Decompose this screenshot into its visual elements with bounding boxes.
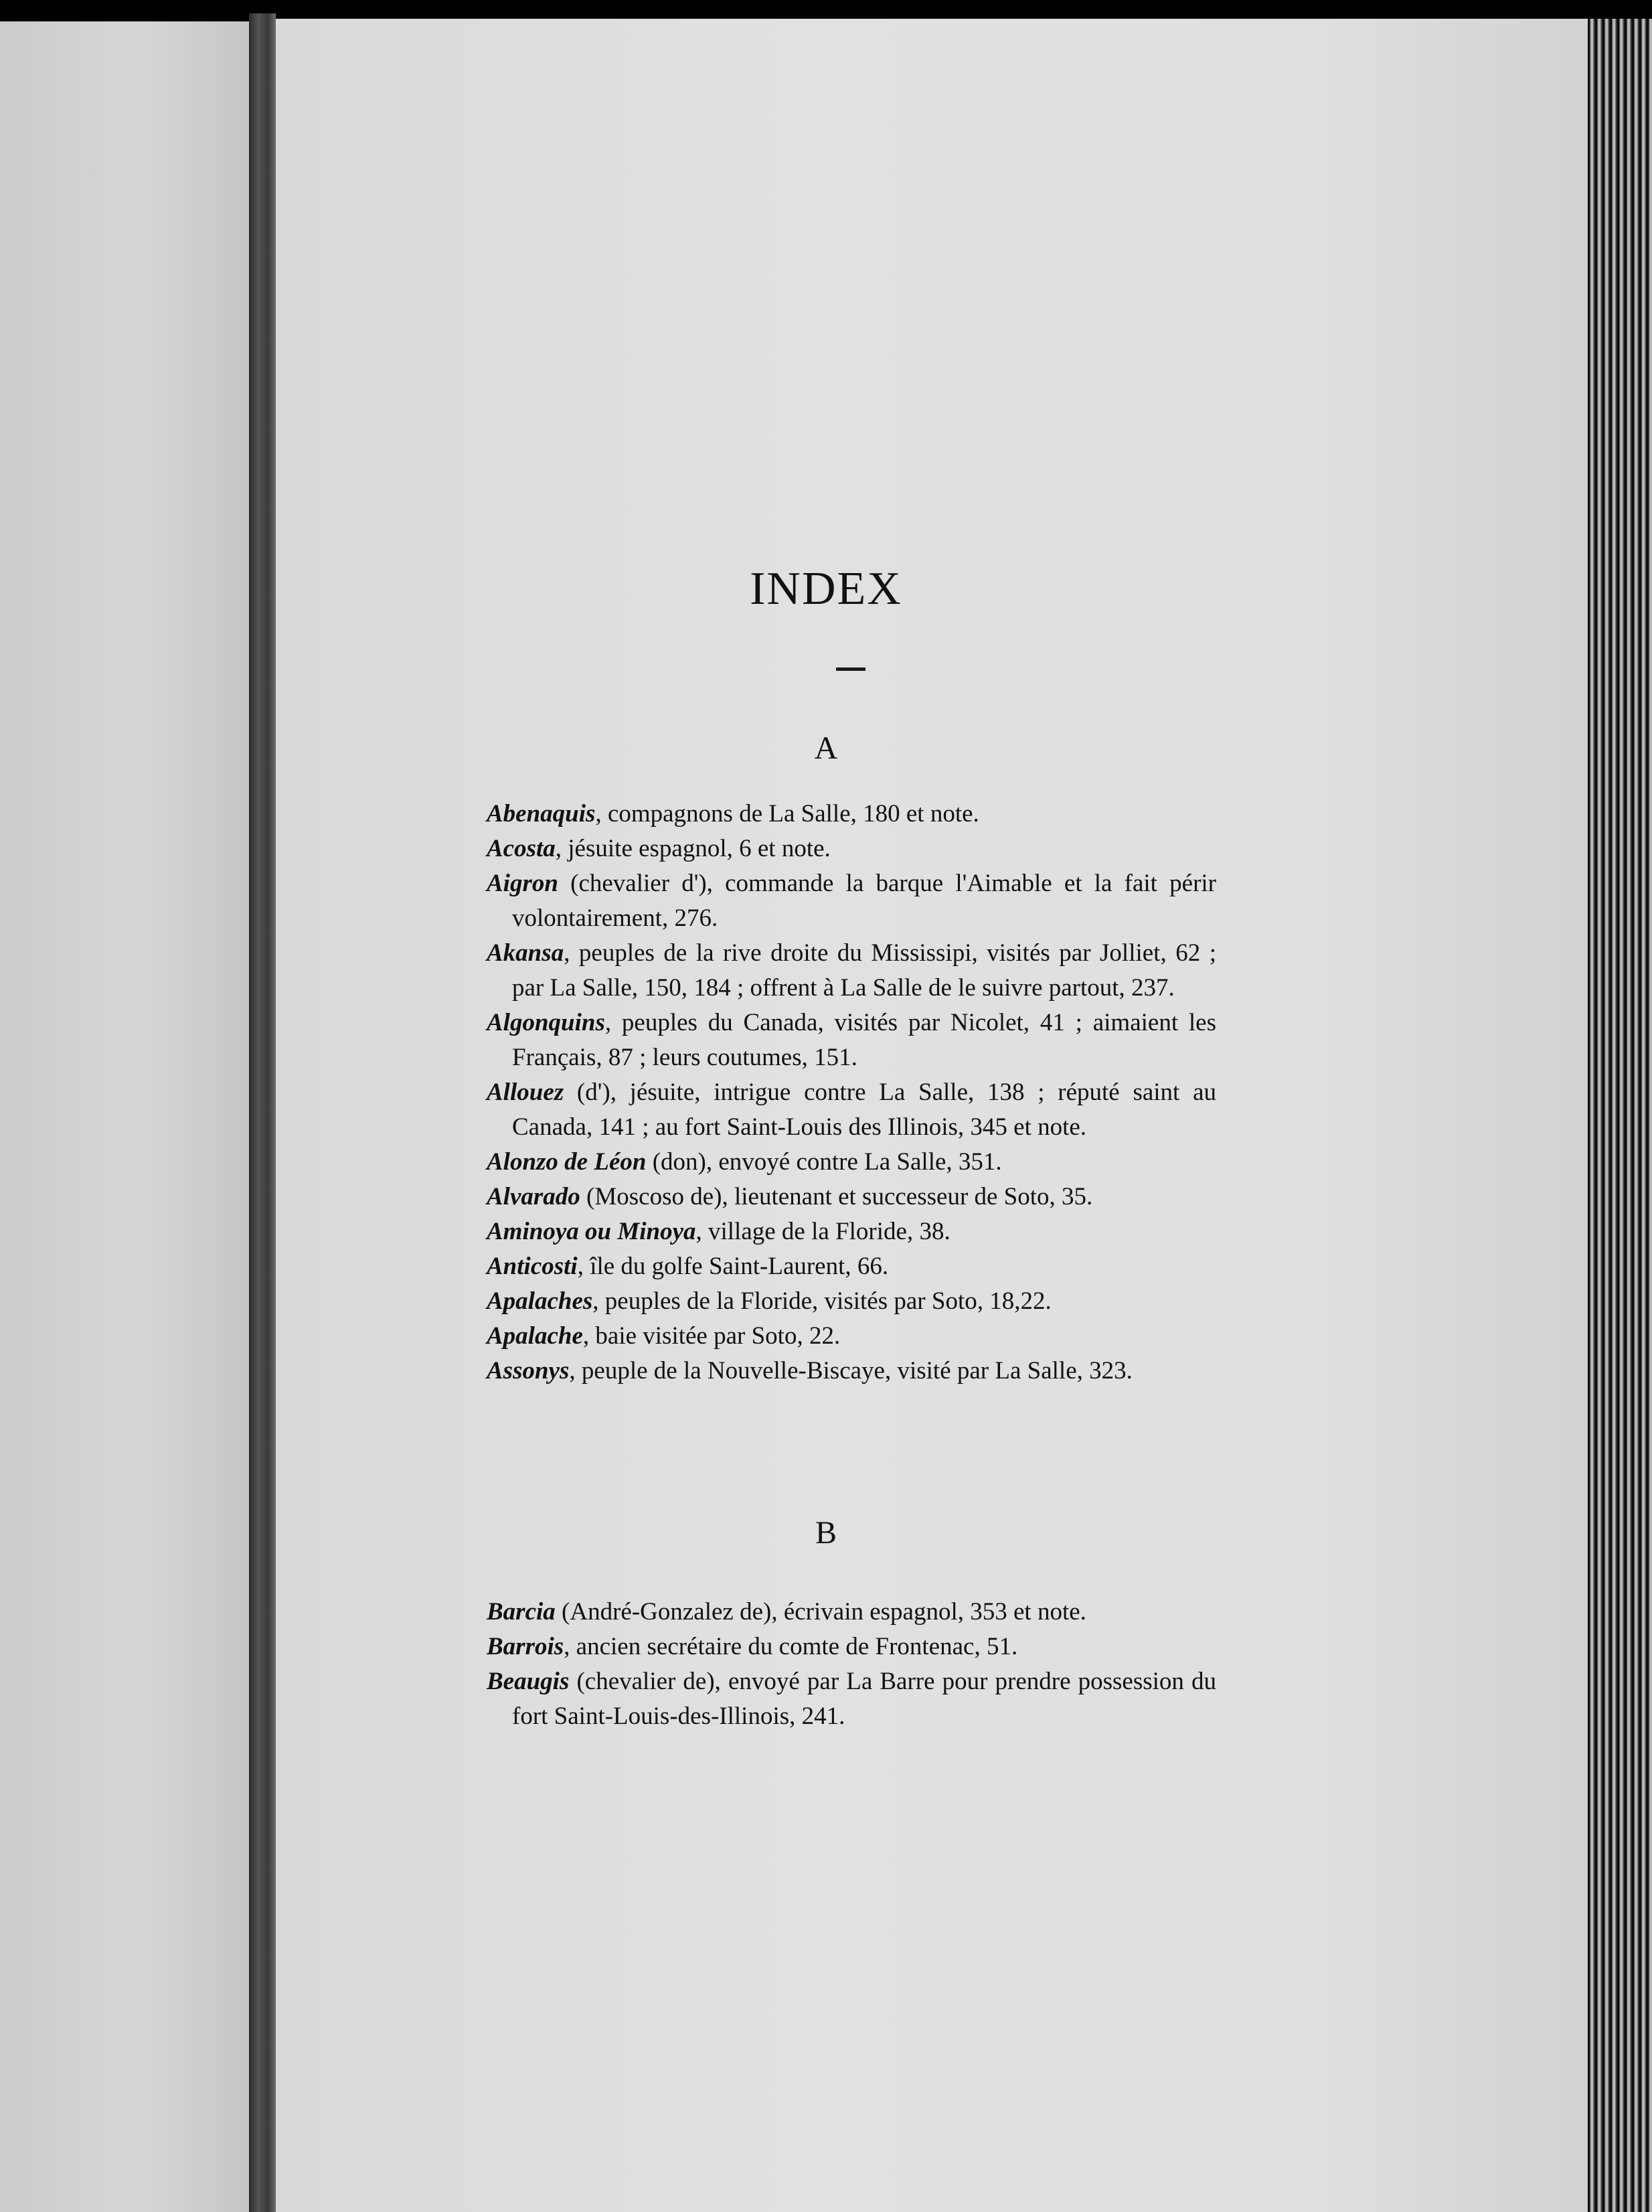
entry-text: , île du golfe Saint-Laurent, 66.	[577, 1253, 889, 1280]
entry-name: Algonquins	[487, 1009, 605, 1036]
entry-name: Beaugis	[487, 1668, 570, 1695]
title-rule	[836, 667, 865, 671]
entry-name: Aminoya ou Minoya	[487, 1218, 696, 1245]
entry-name: Abenaquis	[487, 800, 596, 827]
entry-name: Akansa	[487, 939, 564, 967]
section-letter-a: A	[814, 730, 838, 766]
entry-text: , peuples de la rive droite du Mississipi, visités par Jolliet, 62 ; par La Salle, 150, 184 ; offrent à La Salle de le suivre partout, 237.	[512, 939, 1216, 1002]
entry-text: , peuples du Canada, visités par Nicolet, 41 ; aimaient les Français, 87 ; leurs coutumes, 151.	[512, 1009, 1216, 1071]
section-letter-b: B	[815, 1515, 837, 1551]
entry-text: (chevalier d'), commande la barque l'Aimable et la fait périr volontairement, 276.	[512, 870, 1216, 932]
entry-text: (André-Gonzalez de), écrivain espagnol, 353 et note.	[555, 1598, 1086, 1626]
index-entry	[487, 832, 1216, 866]
section-a-entries	[487, 797, 1216, 1389]
entry-name: Barcia	[487, 1598, 556, 1626]
entry-name: Anticosti	[487, 1253, 578, 1280]
entry-name: Allouez	[487, 1079, 564, 1106]
entry-name: Alonzo de Léon	[487, 1148, 647, 1176]
entry-name: Assonys	[487, 1357, 570, 1385]
index-entry	[487, 936, 1216, 1006]
index-entry	[487, 1630, 1216, 1664]
entry-name: Alvarado	[487, 1183, 580, 1210]
index-entry	[487, 1249, 1216, 1284]
index-entry	[487, 1075, 1216, 1145]
entry-text: , peuple de la Nouvelle-Biscaye, visité par La Salle, 323.	[569, 1357, 1133, 1385]
entry-name: Aigron	[487, 870, 558, 897]
index-entry	[487, 866, 1216, 936]
page-title: INDEX	[750, 563, 902, 615]
left-page	[0, 21, 249, 2212]
entry-text: , peuples de la Floride, visités par Soto, 18,22.	[592, 1287, 1052, 1315]
entry-text: (Moscoso de), lieutenant et successeur de Soto, 35.	[580, 1183, 1093, 1210]
entry-text: (don), envoyé contre La Salle, 351.	[646, 1148, 1002, 1176]
entry-text: , compagnons de La Salle, 180 et note.	[595, 800, 979, 827]
entry-name: Apalaches	[487, 1287, 593, 1315]
entry-text: , baie visitée par Soto, 22.	[582, 1322, 841, 1350]
index-entry	[487, 1319, 1216, 1354]
index-entry	[487, 1664, 1216, 1734]
entry-name: Barrois	[487, 1633, 564, 1660]
entry-text: (d'), jésuite, intrigue contre La Salle, 138 ; réputé saint au Canada, 141 ; au fort Saint-Louis des Illinois, 345 et note.	[512, 1079, 1216, 1141]
entry-text: (chevalier de), envoyé par La Barre pour prendre possession du fort Saint-Louis-des-Illinois, 241.	[512, 1668, 1216, 1730]
entry-text: , jésuite espagnol, 6 et note.	[555, 835, 831, 862]
page-edges	[1588, 19, 1652, 2212]
index-entry	[487, 797, 1216, 832]
index-entry	[487, 1354, 1216, 1389]
entry-text: , ancien secrétaire du comte de Frontenac, 51.	[564, 1633, 1018, 1660]
entry-text: , village de la Floride, 38.	[695, 1218, 951, 1245]
entry-name: Acosta	[487, 835, 556, 862]
entry-name: Apalache	[487, 1322, 583, 1350]
index-entry	[487, 1284, 1216, 1319]
section-b-entries	[487, 1595, 1216, 1734]
index-entry	[487, 1006, 1216, 1075]
index-entry	[487, 1214, 1216, 1249]
index-entry	[487, 1180, 1216, 1214]
book-gutter	[249, 13, 276, 2212]
index-entry	[487, 1595, 1216, 1630]
index-entry	[487, 1145, 1216, 1180]
